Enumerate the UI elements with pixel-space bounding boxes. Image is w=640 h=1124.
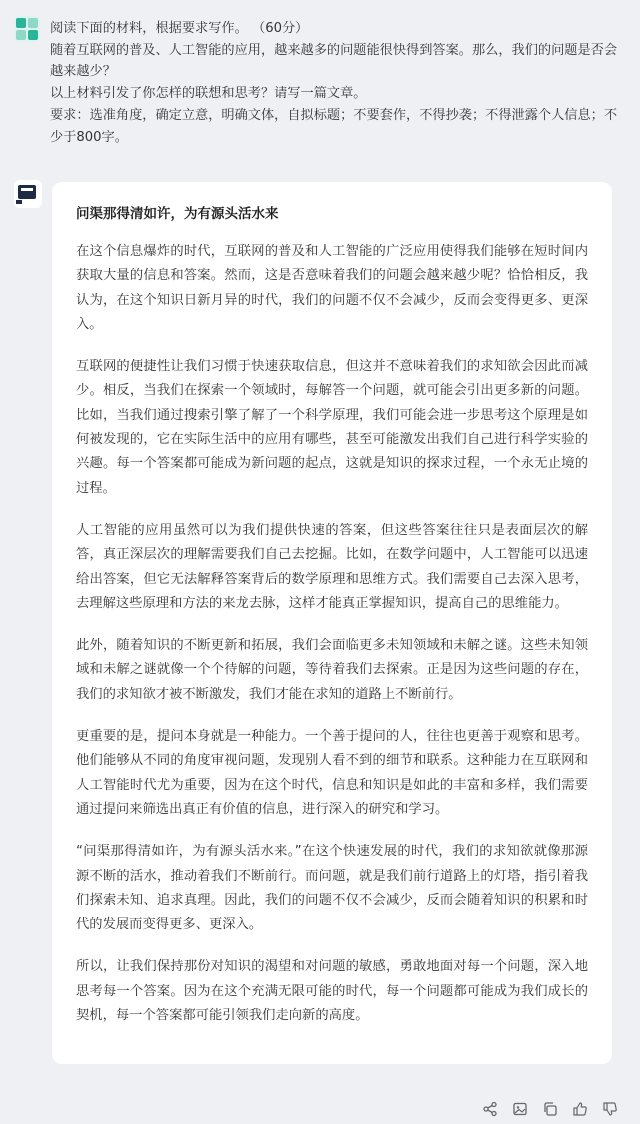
- user-avatar: [14, 16, 40, 42]
- prompt-line: 要求：选准角度，确定立意，明确文体，自拟标题；不要套作，不得抄袭；不得泄露个人信息；不少于800字。: [50, 107, 618, 145]
- essay-paragraph: 所以，让我们保持那份对知识的渴望和对问题的敏感，勇敢地面对每一个问题，深入地思考每一个答案。因为在这个充满无限可能的时代，每一个问题都可能成为我们成长的契机，每一个答案都可能引领我们走向新的高度。: [76, 959, 588, 1024]
- essay-title: 问渠那得清如许，为有源头活水来: [76, 206, 279, 222]
- essay-paragraph: 此外，随着知识的不断更新和拓展，我们会面临更多未知领域和未解之谜。这些未知领域和未解之谜就像一个个待解的问题，等待着我们去探索。正是因为这些问题的存在，我们的求知欲才被不断激发，我们才能在求知的道路上不断前行。: [76, 638, 588, 702]
- essay-paragraph: 在这个信息爆炸的时代，互联网的普及和人工智能的广泛应用使得我们能够在短时间内获取大量的信息和答案。然而，这是否意味着我们的问题会越来越少呢？恰恰相反，我认为，在这个知识日新月异的时代，我们的问题不仅不会减少，反而会变得更多、更深入。: [76, 244, 588, 332]
- user-message-text: [50, 18, 628, 148]
- essay-paragraph: 人工智能的应用虽然可以为我们提供快速的答案，但这些答案往往只是表面层次的解答，真正深层次的理解需要我们自己去挖掘。比如，在数学问题中，人工智能可以迅速给出答案，但它无法解释答案背后的数学原理和思维方式。我们需要自己去深入思考，去理解这些原理和方法的来龙去脉，这样才能真正掌握知识，提高自己的思维能力。: [76, 522, 588, 611]
- essay-paragraph: 互联网的便捷性让我们习惯于快速获取信息，但这并不意味着我们的求知欲会因此而减少。相反，当我们在探索一个领域时，每解答一个问题，就可能会引出更多新的问题。比如，当我们通过搜索引擎了解了一个科学原理，我们可能会进一步思考这个原理是如何被发现的，它在实际生活中的应用有哪些，甚至可能激发出我们自己进行科学实验的兴趣。每一个答案都可能成为新问题的起点，这就是知识的探求过程，一个永无止境的过程。: [76, 359, 588, 496]
- assistant-answer-card: [52, 182, 612, 1064]
- copy-icon[interactable]: [542, 1101, 558, 1117]
- image-icon[interactable]: [512, 1101, 528, 1117]
- prompt-line: 以上材料引发了你怎样的联想和思考？请写一篇文章。: [50, 86, 367, 102]
- answer-action-toolbar: [482, 1098, 618, 1120]
- assistant-avatar: [14, 180, 42, 208]
- share-icon[interactable]: [482, 1101, 498, 1117]
- prompt-line: 随着互联网的普及、人工智能的应用，越来越多的问题能很快得到答案。那么，我们的问题是否会越来越少？: [50, 42, 618, 80]
- thumbs-down-icon[interactable]: [602, 1101, 618, 1117]
- thumbs-up-icon[interactable]: [572, 1101, 588, 1117]
- prompt-line: 阅读下面的材料，根据要求写作。 （60分）: [50, 21, 309, 36]
- essay-paragraph: “问渠那得清如许，为有源头活水来。”在这个快速发展的时代，我们的求知欲就像那源源不断的活水，推动着我们不断前行。而问题，就是我们前行道路上的灯塔，指引着我们探索未知、追求真理。因此，我们的问题不仅不会减少，反而会随着知识的积累和时代的发展而变得更多、更深入。: [76, 844, 588, 933]
- essay-paragraph: 更重要的是，提问本身就是一种能力。一个善于提问的人，往往也更善于观察和思考。他们能够从不同的角度审视问题，发现别人看不到的细节和联系。这种能力在互联网和人工智能时代尤为重要，因为在这个时代，信息和知识是如此的丰富和多样，我们需要通过提问来筛选出真正有价值的信息，进行深入的研究和学习。: [76, 729, 588, 817]
